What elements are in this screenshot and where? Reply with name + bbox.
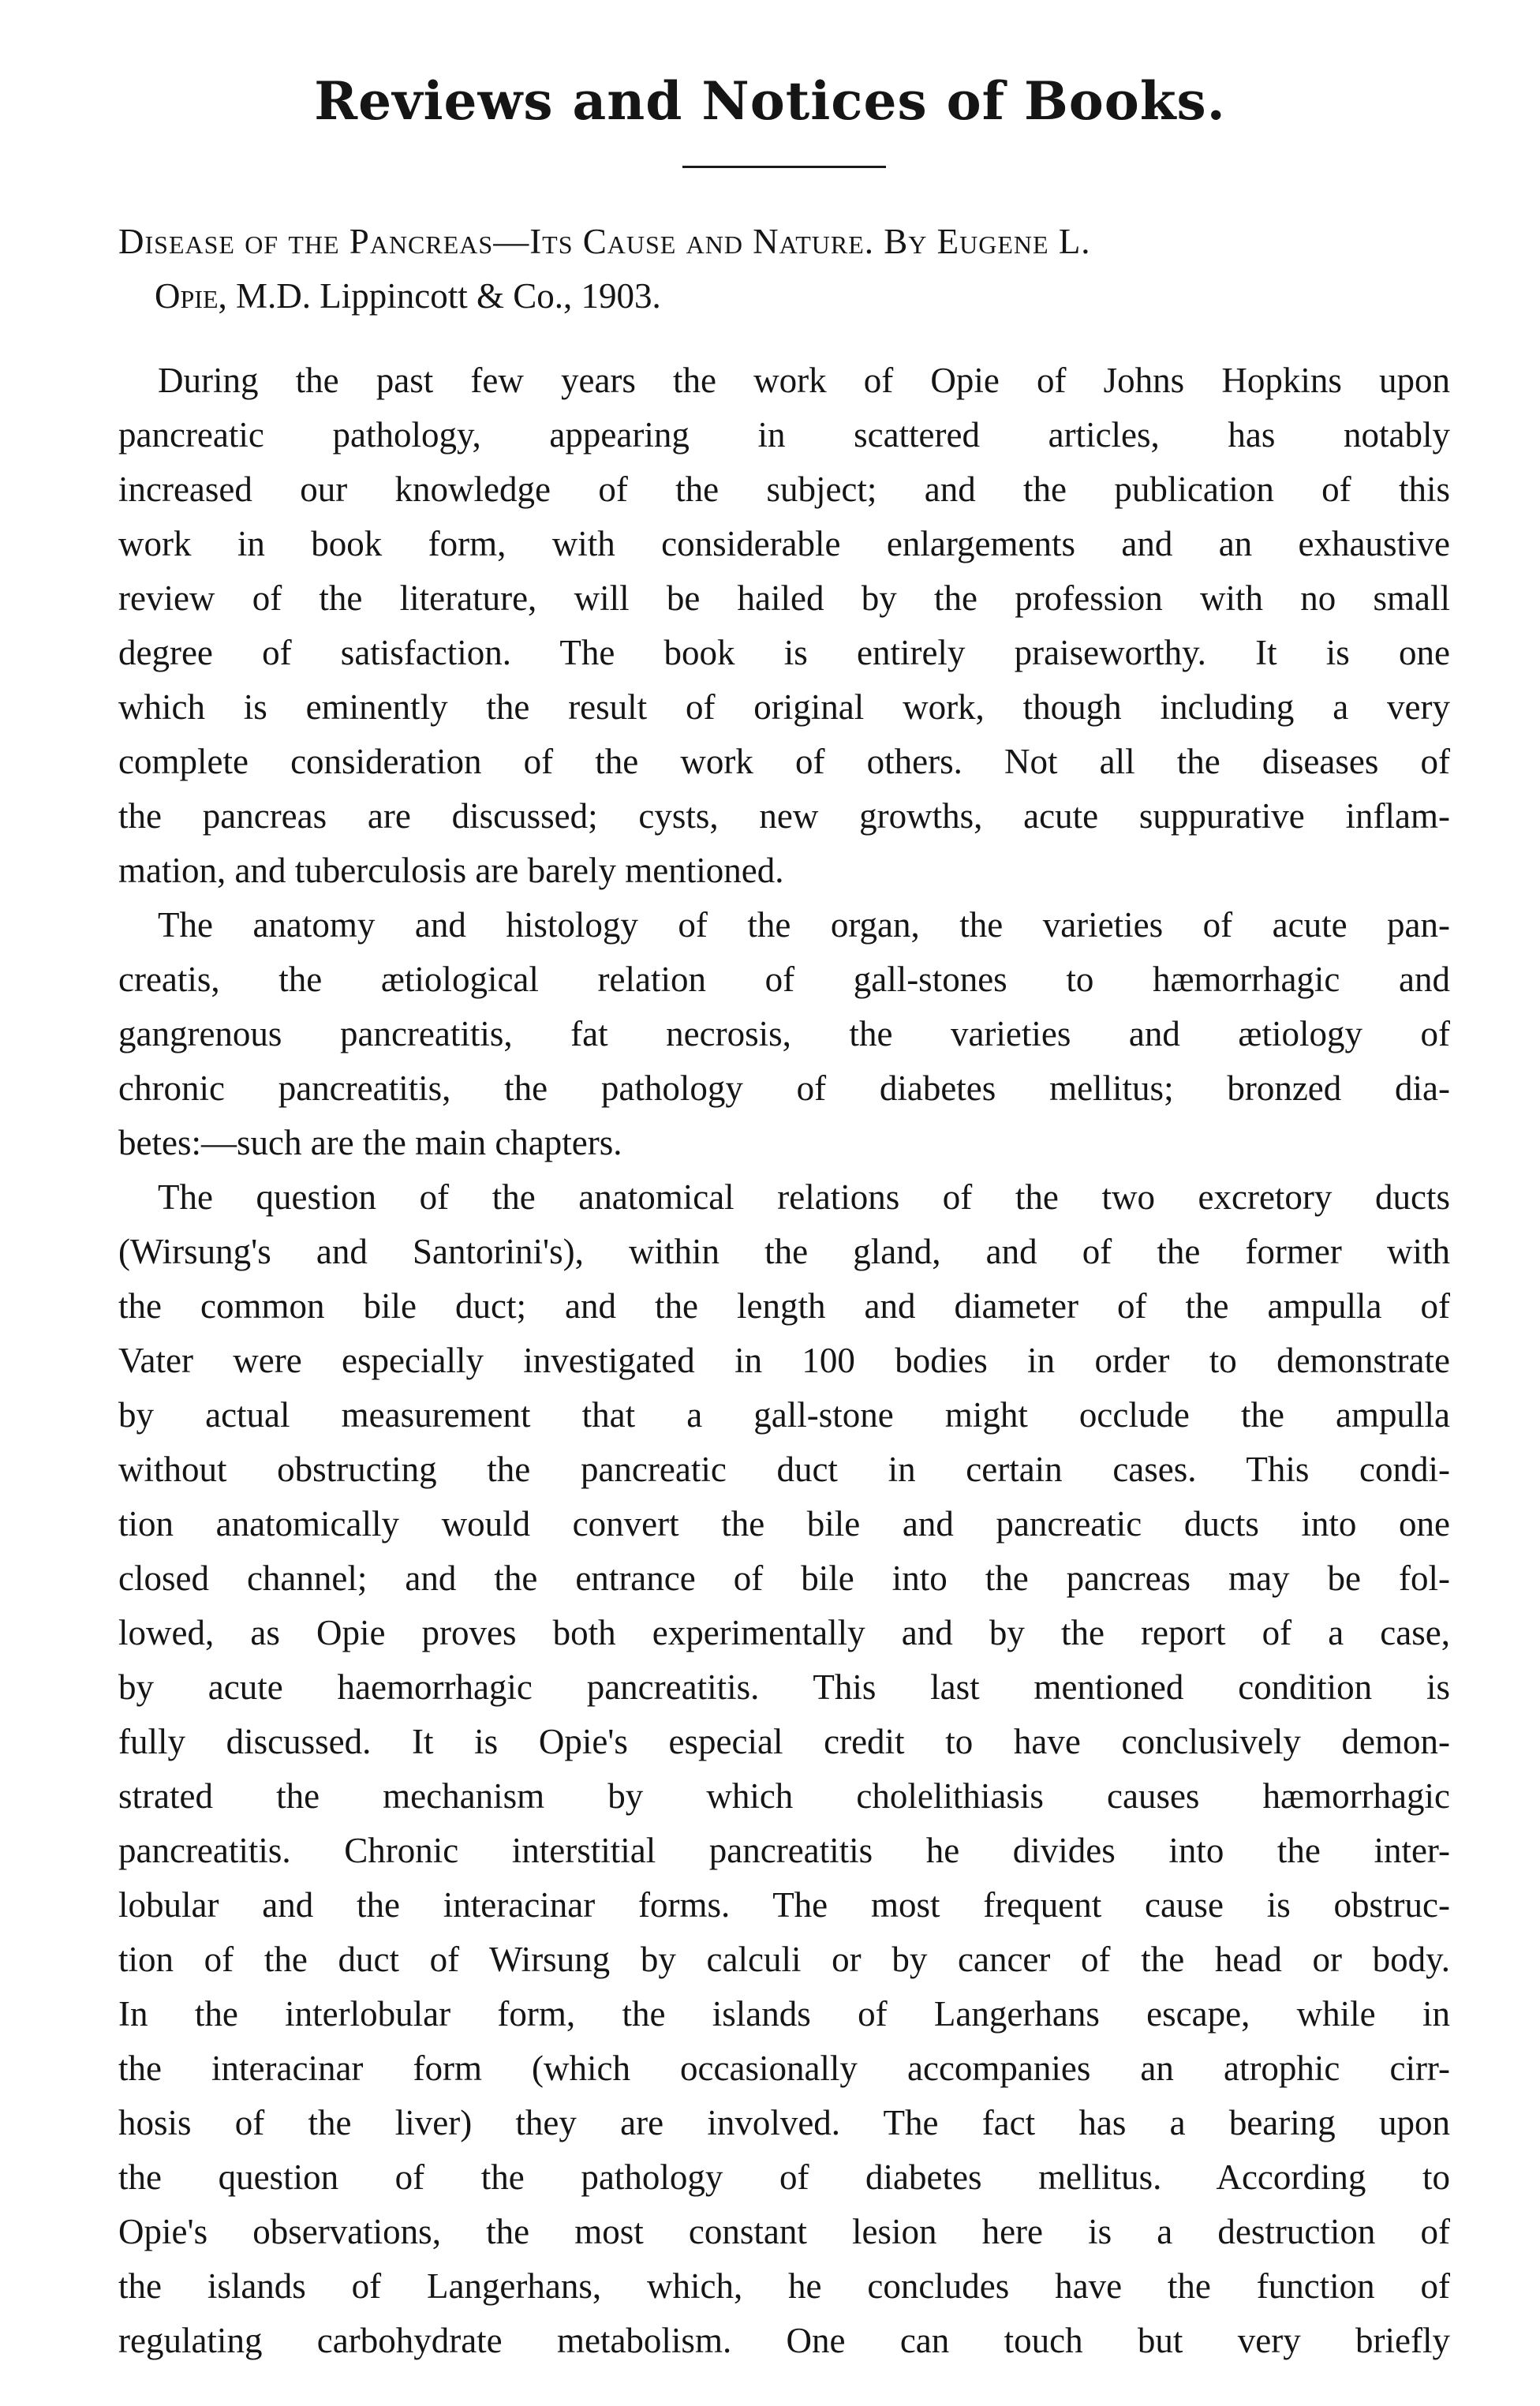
citation-author: Opie, M.D. [155,276,312,316]
citation-publisher-line [118,269,1460,324]
text-line: pancreatic pathology, appearing in scattered articles, has notably [118,415,1450,455]
text-line: closed channel; and the entrance of bile into the pancreas may be fol- [118,1558,1450,1598]
text-line: by actual measurement that a gall-stone might occlude the ampulla [118,1395,1450,1435]
text-line: strated the mechanism by which cholelithiasis causes hæmorrhagic [118,1776,1450,1816]
text-line: (Wirsung's and Santorini's), within the gland, and of the former with [118,1232,1450,1271]
paragraph [118,898,1450,1170]
section-heading: Reviews and Notices of Books. [314,70,1226,132]
citation-title-line: Disease of the Pancreas—Its Cause and Nature. By Eugene L. [118,222,1091,261]
text-line: the pancreas are discussed; cysts, new growths, acute suppurative inflam- [118,796,1450,836]
text-line: creatis, the ætiological relation of gall-stones to hæmorrhagic and [118,960,1450,999]
text-line: The anatomy and histology of the organ, the varieties of acute pan- [158,905,1450,945]
paragraph [118,354,1450,898]
text-line: The question of the anatomical relations of the two excretory ducts [158,1177,1450,1217]
text-line: regulating carbohydrate metabolism. One can touch but very briefly [118,2321,1450,2360]
text-line: pancreatitis. Chronic interstitial pancreatitis he divides into the inter- [118,1831,1450,1870]
text-line: In the interlobular form, the islands of Langerhans escape, while in [118,1994,1450,2034]
text-line: mation, and tuberculosis are barely mentioned. [118,851,784,890]
heading-rule [682,166,886,168]
text-line: lobular and the interacinar forms. The most frequent cause is obstruc- [118,1885,1450,1925]
text-line: the common bile duct; and the length and diameter of the ampulla of [118,1286,1450,1326]
text-line: During the past few years the work of Opie of Johns Hopkins upon [158,361,1450,400]
text-line: degree of satisfaction. The book is entirely praiseworthy. It is one [118,633,1450,672]
text-line: hosis of the liver) they are involved. The fact has a bearing upon [118,2103,1450,2142]
text-line: chronic pancreatitis, the pathology of diabetes mellitus; bronzed dia- [118,1068,1450,1108]
paragraph [118,1170,1450,2368]
text-line: betes:—such are the main chapters. [118,1123,622,1162]
text-line: work in book form, with considerable enlargements and an exhaustive [118,524,1450,563]
text-line: by acute haemorrhagic pancreatitis. This last mentioned condition is [118,1667,1450,1707]
text-line: increased our knowledge of the subject; and the publication of this [118,470,1450,509]
text-line: review of the literature, will be hailed by the profession with no small [118,578,1450,618]
text-line: without obstructing the pancreatic duct in certain cases. This condi- [118,1450,1450,1489]
citation-publisher: Lippincott & Co., 1903. [311,276,661,316]
text-line: the interacinar form (which occasionally accompanies an atrophic cirr- [118,2049,1450,2088]
text-line: tion anatomically would convert the bile and pancreatic ducts into one [118,1504,1450,1544]
text-line: which is eminently the result of original work, though including a very [118,687,1450,727]
text-line: complete consideration of the work of others. Not all the diseases of [118,742,1450,781]
text-line: Vater were especially investigated in 100 bodies in order to demonstrate [118,1341,1450,1380]
text-line: Opie's observations, the most constant lesion here is a destruction of [118,2212,1450,2251]
text-line: the question of the pathology of diabetes mellitus. According to [118,2157,1450,2197]
text-line: the islands of Langerhans, which, he concludes have the function of [118,2266,1450,2306]
review-body [118,354,1450,2368]
text-line: lowed, as Opie proves both experimentally and by the report of a case, [118,1613,1450,1652]
text-line: gangrenous pancreatitis, fat necrosis, the varieties and ætiology of [118,1014,1450,1053]
book-citation [118,215,1460,324]
text-line: fully discussed. It is Opie's especial credit to have conclusively demon- [118,1722,1450,1761]
text-line: tion of the duct of Wirsung by calculi or by cancer of the head or body. [118,1940,1450,1979]
